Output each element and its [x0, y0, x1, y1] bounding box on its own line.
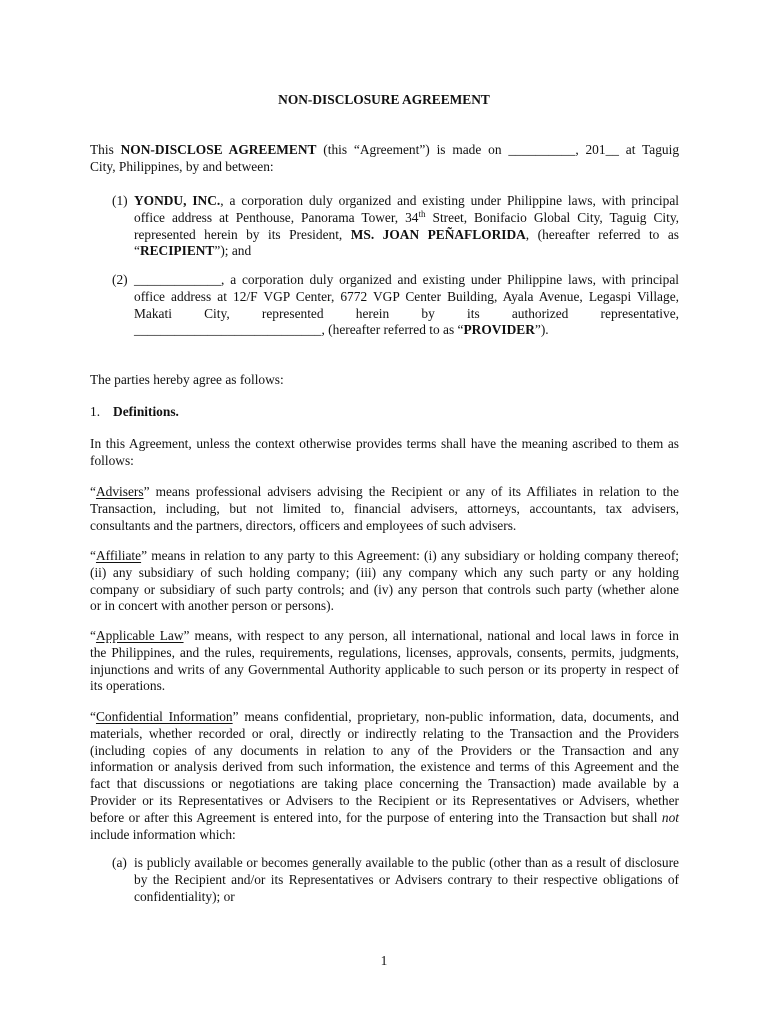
agree-statement: The parties hereby agree as follows: — [90, 372, 284, 387]
definition-text: information or analysis derived from such information, the existence and terms of this Agreement and the — [90, 759, 679, 775]
party-1-rep-text-cont: , (hereafter referred to as — [525, 226, 679, 242]
definitions-intro — [90, 436, 679, 470]
term-advisers: Advisers — [95, 484, 144, 499]
term-confidential-information: Confidential Information — [95, 709, 233, 724]
quote-close: ” — [232, 709, 239, 724]
definition-text: include information which: — [90, 826, 236, 842]
quote-open: “ — [90, 709, 96, 724]
definition-confidential-information — [90, 709, 679, 843]
definition-affiliate — [90, 548, 679, 615]
intro-text-2: (this “Agreement”) is made on __________, 201__ at Taguig — [316, 142, 680, 157]
clause-a-number: (a) — [112, 855, 127, 870]
definition-text: Transaction, including, but not limited to, financial advisers, attorneys, accountants, tax advisers, — [90, 500, 679, 516]
clause-a — [90, 855, 679, 905]
ordinal-suffix: th — [418, 208, 426, 219]
clause-a-line: is publicly available or becomes generally available to the public (other than as a result of disclosure — [134, 855, 679, 870]
party-2-line-2: office address at 12/F VGP Center, 6772 VGP Center Building, Ayala Avenue, Legaspi Village, — [134, 288, 679, 304]
term-affiliate: Affiliate — [95, 548, 142, 563]
term-applicable-law: Applicable Law — [95, 628, 184, 643]
party-1-address-cont: Street, Bonifacio Global City, Taguig City, — [425, 209, 680, 225]
section-title: Definitions. — [113, 404, 179, 419]
definition-text: fact that discussions or negotiations are taking place concerning the Transaction) made available by a — [90, 776, 679, 792]
definition-text: means, with respect to any person, all international, national and local laws in force in — [189, 628, 679, 643]
clause-a-line: by the Recipient and/or its Representatives or Advisers contrary to their respective obligations of — [134, 871, 679, 887]
party-2-line-4: ____________________________, (hereafter referred to as “ — [134, 322, 464, 338]
party-1-address: office address at Penthouse, Panorama Tower, 34 — [134, 209, 419, 225]
party-2-end: ”). — [534, 322, 549, 338]
party-1-end: ”); and — [214, 243, 252, 259]
intro-paragraph — [90, 142, 679, 176]
party-1 — [90, 193, 679, 260]
definition-text: (ii) any subsidiary of such holding company; (iii) any company which any such party or any holding — [90, 564, 679, 580]
party-1-name: YONDU, INC. — [134, 193, 221, 208]
quote-open: “ — [134, 243, 140, 259]
document-title: NON-DISCLOSURE AGREEMENT — [278, 92, 490, 107]
emphasis-not: not — [661, 809, 679, 825]
party-2-role: PROVIDER — [463, 322, 535, 338]
definition-text: (including copies of any documents in relation to any of the Providers or the Transaction and any — [90, 742, 679, 758]
definition-text: before or after this Agreement is entered into, for the purpose of entering into the Transaction but shall — [90, 809, 662, 825]
party-1-number: (1) — [112, 193, 128, 208]
party-2 — [90, 272, 679, 339]
definition-text: company or subsidiary of such party controls; and (iv) any person that controls such party (whether alone — [90, 581, 679, 597]
definition-advisers — [90, 484, 679, 534]
definition-text: Provider or its Representatives or Advisers to the Recipient or its Representatives or Advisers, whether — [90, 792, 679, 808]
party-2-number: (2) — [112, 272, 128, 287]
definition-text: consultants and the partners, directors, officers and employees of such advisers. — [90, 517, 517, 533]
section-1-heading — [90, 404, 679, 421]
quote-open: “ — [90, 628, 96, 643]
quote-open: “ — [90, 548, 96, 563]
quote-close: ” — [183, 628, 190, 643]
quote-open: “ — [90, 484, 96, 499]
definition-text: the Philippines, and the rules, requirements, regulations, licenses, approvals, consents, permits, judgments, — [90, 644, 679, 660]
party-2-line-1: _____________, a corporation duly organized and existing under Philippine laws, with principal — [134, 272, 679, 287]
definition-text: injunctions and writs of any Governmental Authority applicable to such person or its property in respect of — [90, 661, 679, 677]
party-1-rep-text: represented herein by its President, — [134, 226, 351, 242]
intro-text-1: This — [90, 142, 121, 157]
definition-text: means in relation to any party to this Agreement: (i) any subsidiary or holding company thereof; — [147, 548, 679, 563]
definition-text: means professional advisers advising the Recipient or any of its Affiliates in relation to the — [149, 484, 679, 499]
party-1-representative: MS. JOAN PEÑAFLORIDA — [350, 226, 526, 242]
agreement-name: NON-DISCLOSE AGREEMENT — [120, 142, 317, 157]
clause-a-line: confidentiality); or — [134, 888, 235, 904]
definitions-intro-line-2: follows: — [90, 452, 134, 468]
definition-text: or in concert with another person or persons). — [90, 598, 334, 614]
intro-text-3: City, Philippines, by and between: — [90, 158, 274, 174]
definition-applicable-law — [90, 628, 679, 695]
definition-text: its operations. — [90, 678, 166, 694]
party-1-role: RECIPIENT — [139, 243, 215, 259]
party-1-text: , a corporation duly organized and existing under Philippine laws, with principal — [220, 193, 679, 208]
definition-text: materials, whether recorded or oral, directly or indirectly relating to the Transaction and the Providers — [90, 725, 679, 741]
quote-close: ” — [141, 548, 148, 563]
party-2-line-3: Makati City, represented herein by its authorized representative, — [134, 305, 679, 321]
definitions-intro-line-1: In this Agreement, unless the context otherwise provides terms shall have the meaning ascribed to them as — [90, 436, 679, 451]
page-number: 1 — [380, 953, 388, 968]
quote-close: ” — [143, 484, 150, 499]
section-number: 1. — [90, 404, 101, 419]
definition-text: means confidential, proprietary, non-public information, data, documents, and — [238, 709, 679, 724]
